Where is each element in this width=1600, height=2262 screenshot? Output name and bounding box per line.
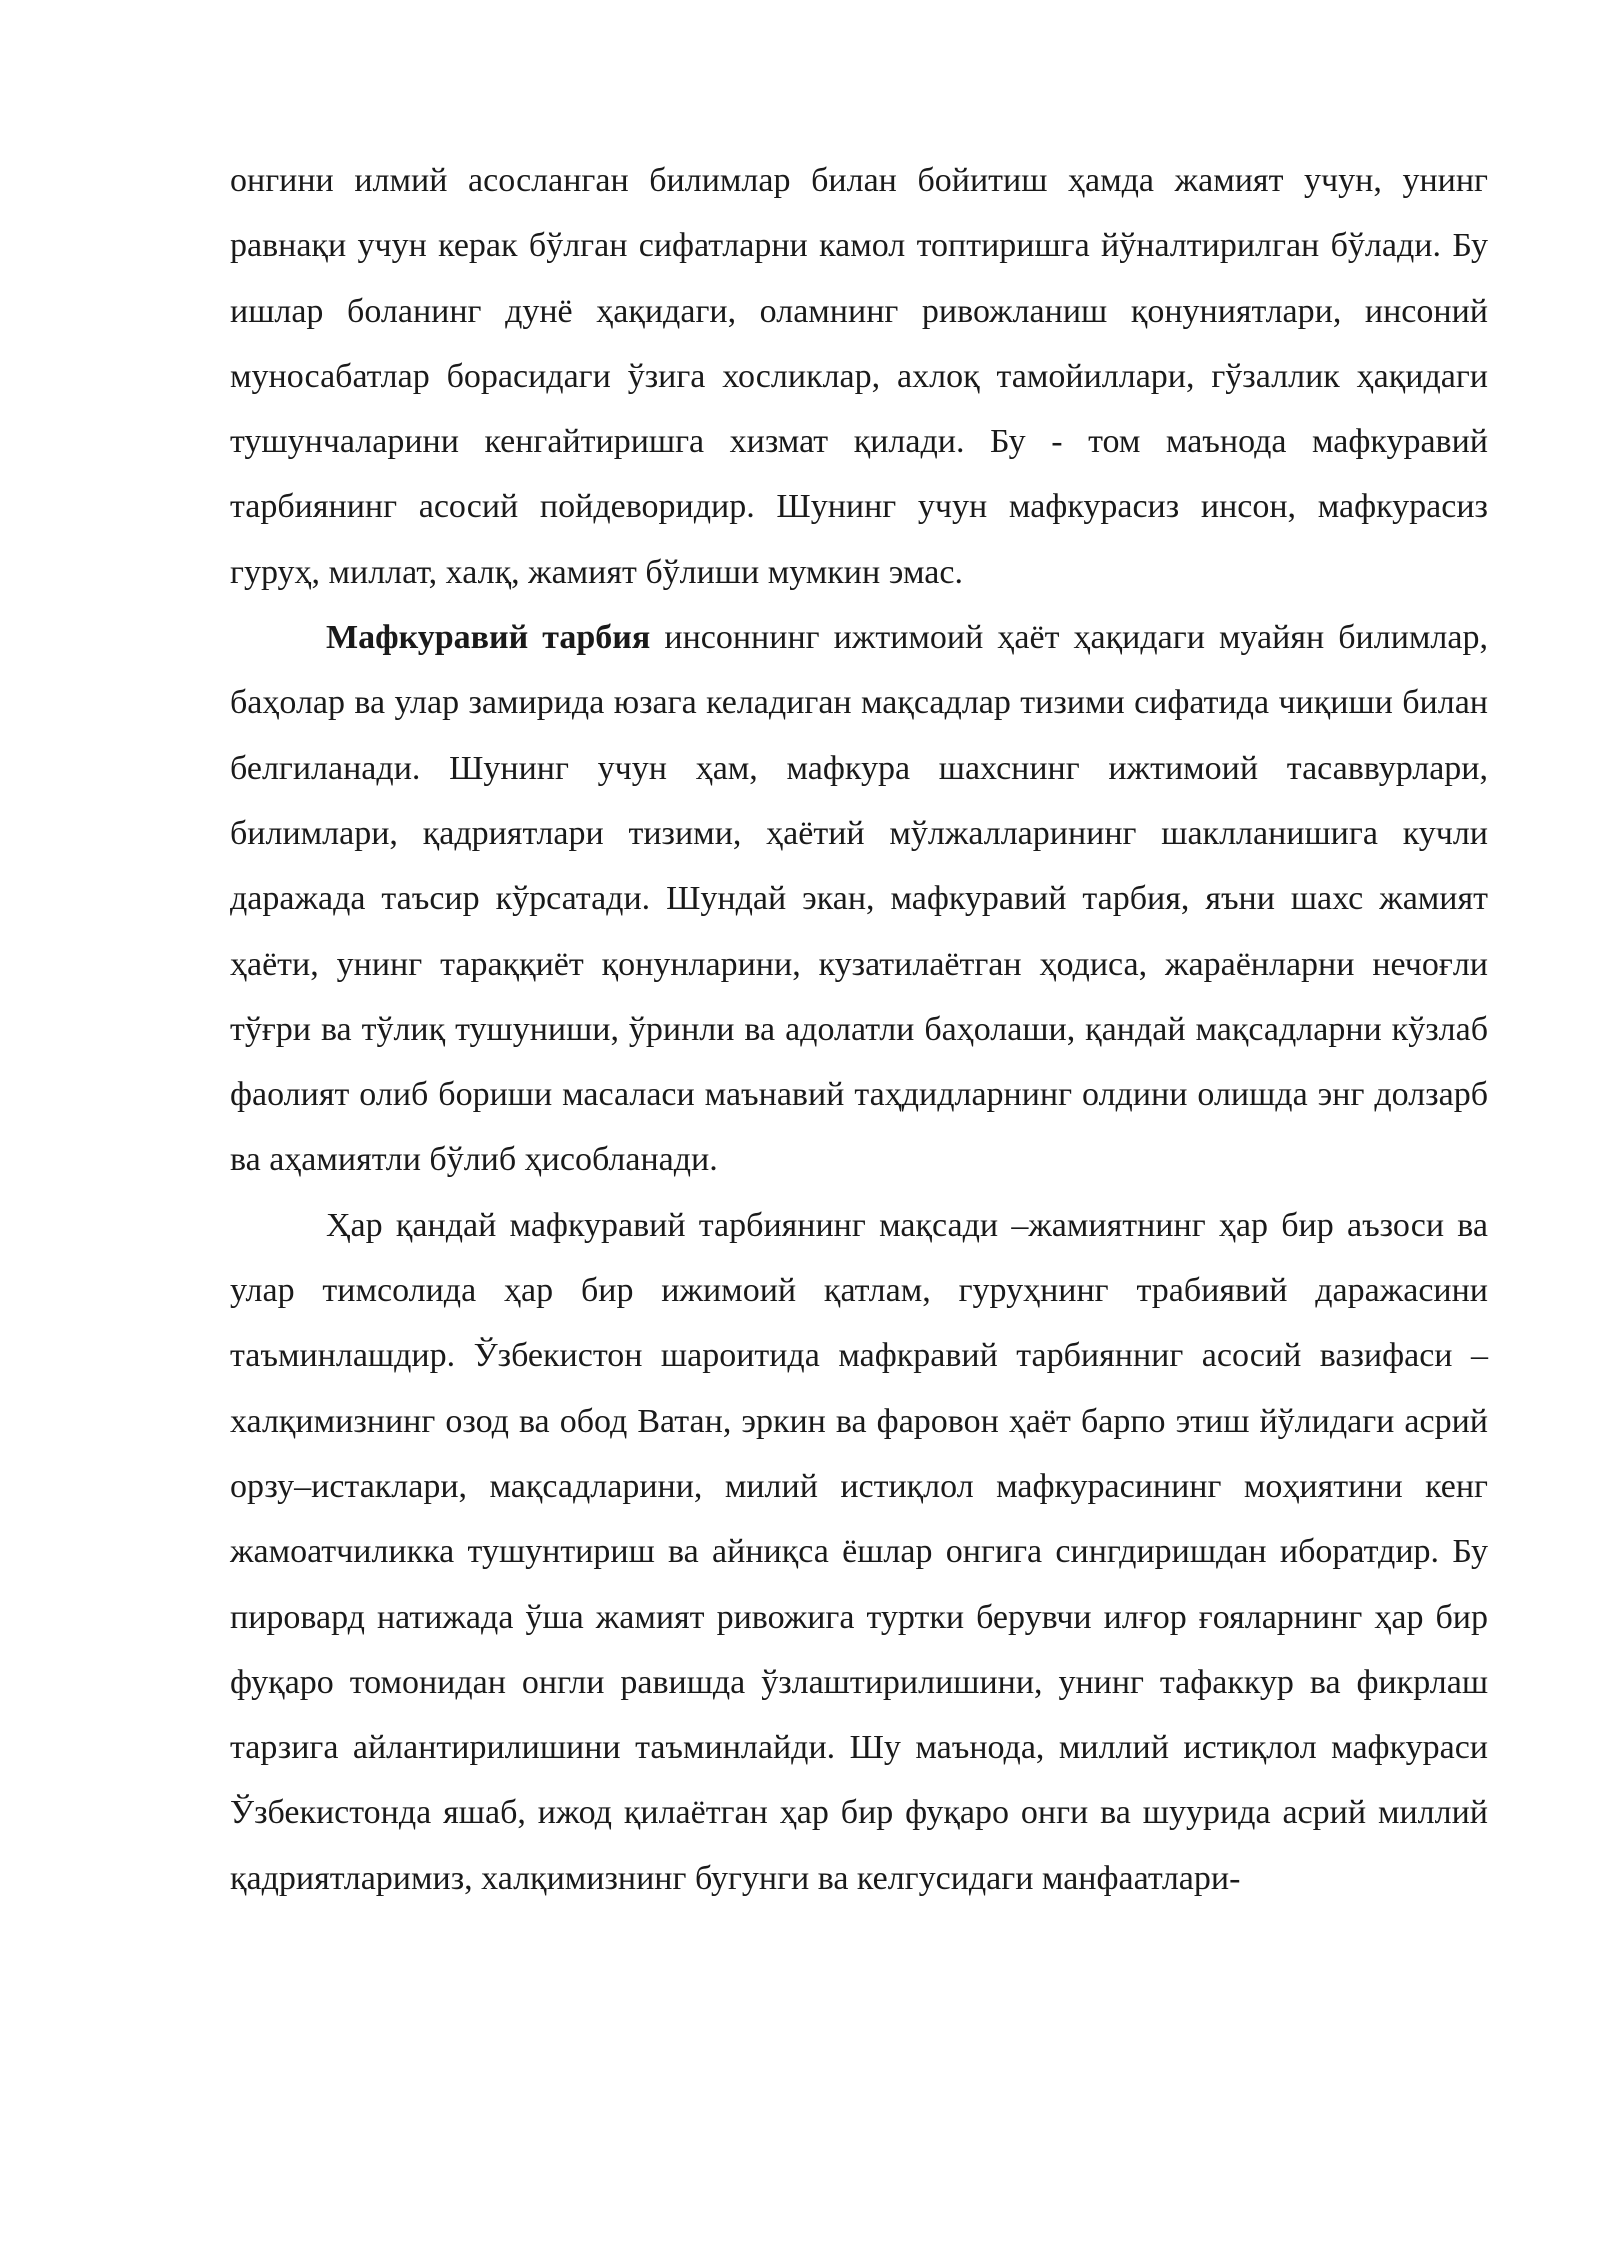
paragraph-1: онгини илмий асосланган билимлар билан бойитиш ҳамда жамият учун, унинг равнақи учун керак бўлган сифатларни камол топтиришга йўналтирилган бўлади. Бу ишлар боланинг дунё ҳақидаги, оламнинг ривожланиш қонуниятлари, инсоний муносабатлар борасидаги ўзига хосликлар, ахлоқ тамойиллари, гўзаллик ҳақидаги тушунчаларини кенгайтиришга хизмат қилади. Бу - том маънода мафкуравий тарбиянинг асосий пойдеворидир. Шунинг учун мафкурасиз инсон, мафкурасиз гуруҳ, миллат, халқ, жамият бўлиши мумкин эмас. bbox=[230, 162, 1488, 591]
document-body bbox=[230, 148, 1488, 1911]
paragraph-2-text: инсоннинг ижтимоий ҳаёт ҳақидаги муайян билимлар, баҳолар ва улар замирида юзага келадиган мақсадлар тизими сифатида чиқиши билан белгиланади. Шунинг учун ҳам, мафкура шахснинг ижтимоий тасаввурлари, билимлари, қадриятлари тизими, ҳаётий мўлжалларининг шаклланишига кучли даражада таъсир кўрсатади. Шундай экан, мафкуравий тарбия, яъни шахс жамият ҳаёти, унинг тараққиёт қонунларини, кузатилаётган ҳодиса, жараёнларни нечоғли тўғри ва тўлиқ тушуниши, ўринли ва адолатли баҳолаши, қандай мақсадларни кўзлаб фаолият олиб бориши масаласи маънавий таҳдидларнинг олдини олишда энг долзарб ва аҳамиятли бўлиб ҳисобланади. bbox=[230, 619, 1488, 1179]
paragraph-3: Ҳар қандай мафкуравий тарбиянинг мақсади –жамиятнинг ҳар бир аъзоси ва улар тимсолида ҳар бир ижимоий қатлам, гуруҳнинг трабиявий даражасини таъминлашдир. Ўзбекистон шароитида мафкравий тарбиянниг асосий вазифаси – халқимизнинг озод ва обод Ватан, эркин ва фаровон ҳаёт барпо этиш йўлидаги асрий орзу–истаклари, мақсадларини, милий истиқлол мафкурасининг моҳиятини кенг жамоатчиликка тушунтириш ва айниқса ёшлар онгига сингдиришдан иборатдир. Бу пировард натижада ўша жамият ривожига туртки берувчи илғор ғояларнинг ҳар бир фуқаро томонидан онгли равишда ўзлаштирилишини, унинг тафаккур ва фикрлаш тарзига айлантирилишини таъминлайди. Шу маънода, миллий истиқлол мафкураси Ўзбекистонда яшаб, ижод қилаётган ҳар бир фуқаро онги ва шуурида асрий миллий қадриятларимиз, халқимизнинг бугунги ва келгусидаги манфаатлари- bbox=[230, 1206, 1488, 1897]
paragraph-2 bbox=[230, 605, 1488, 1193]
bold-term: Мафкуравий тарбия bbox=[326, 619, 651, 657]
